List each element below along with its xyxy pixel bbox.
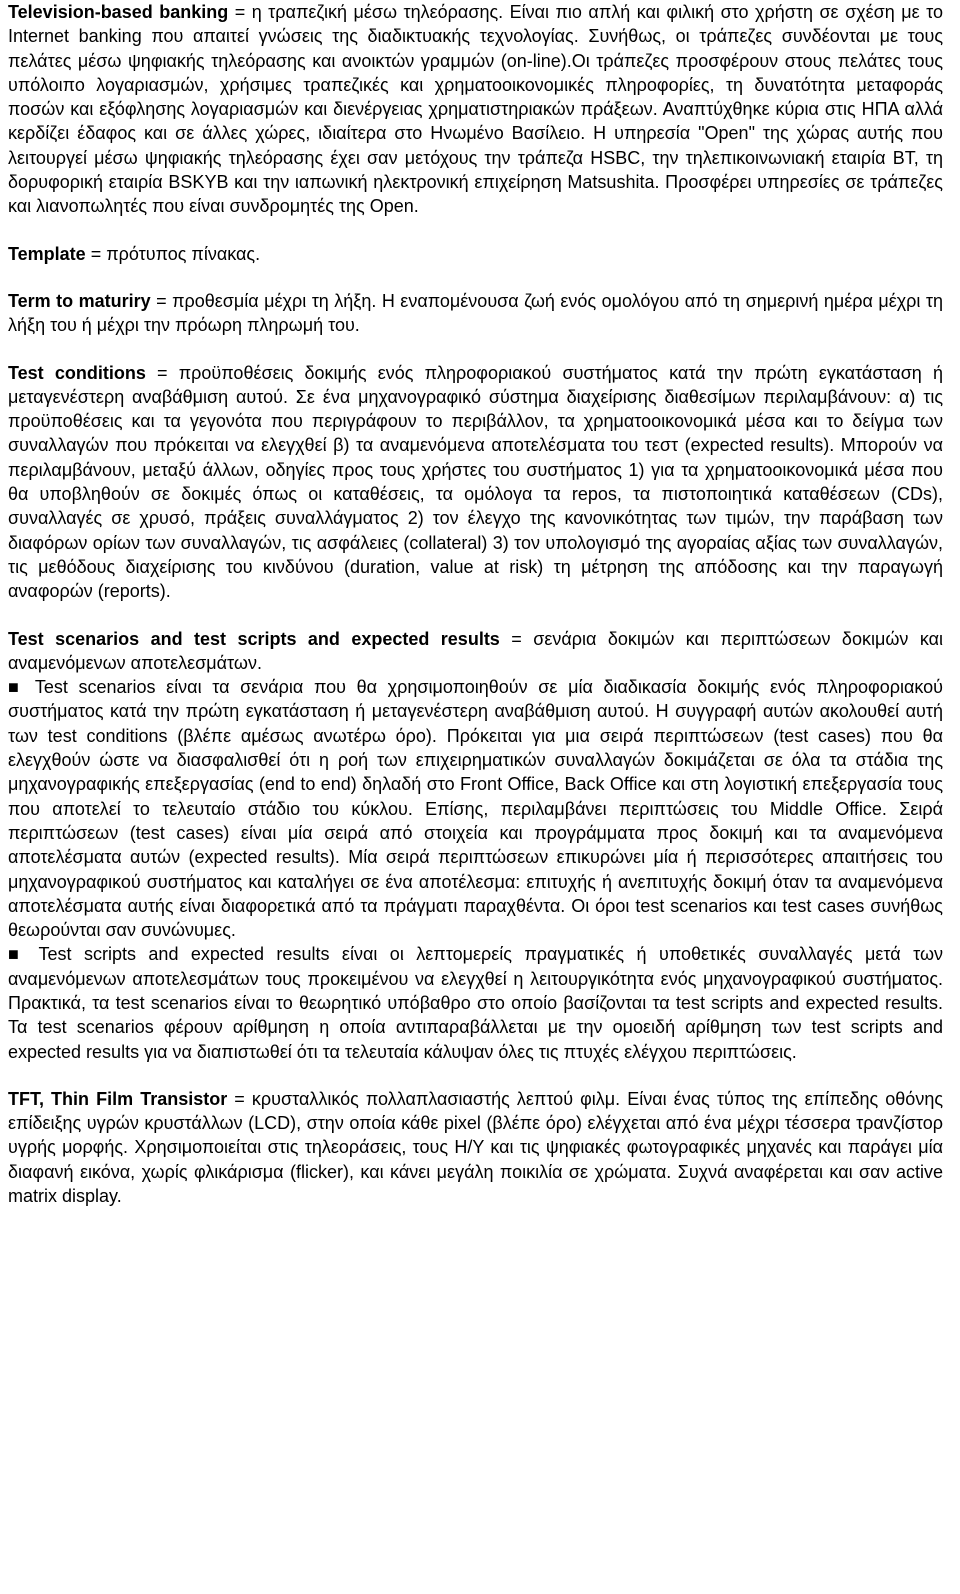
entry-separator: = (499, 628, 534, 649)
entry-term: Template (8, 243, 86, 264)
entry-definition: κρυσταλλικός πολλαπλασιαστής λεπτού φιλμ. Είναι ένας τύπος της επίπεδης οθόνης επίδειξης υγρών κρυστάλλων (LCD), στην οποία κάθε pixel (βλέπε όρο) ελέγχεται από ένα μέχρι τέσσερα τρανζίστορ υγρής μορφής. Χρησιμοποιείται στις τηλεοράσεις, τους Η/Υ και τις ψηφιακές φωτογραφικές μηχανές και παράγει μία διαφανή εικόνα, χωρίς φλικάρισμα (flicker), και κάνει μεγάλη ποικιλία σε χρώματα. Συχνά αναφέρεται και σαν active matrix display. (8, 1088, 943, 1207)
entry-paragraph (8, 1087, 943, 1208)
entry-definition: πρότυπος πίνακας. (106, 243, 261, 264)
entry-term: TFT, Thin Film Transistor (8, 1088, 228, 1109)
glossary-page (8, 0, 943, 1231)
entry-term: Test scenarios and test scripts and expected results (8, 628, 500, 649)
entry-definition: προθεσμία μέχρι τη λήξη. Η εναπομένουσα ζωή ενός ομολόγου από τη σημερινή ημέρα μέχρι τη λήξη του ή μέχρι την πρόωρη πληρωμή του. (8, 290, 944, 336)
entry-paragraph (8, 361, 943, 604)
glossary-entry-test-conditions (8, 361, 943, 604)
entry-definition: η τραπεζική μέσω τηλεόρασης. Είναι πιο απλή και φιλική στο χρήστη σε σχέση με το Internet banking που απαιτεί γνώσεις της διαδικτυακής τεχνολογίας. Συνήθως, οι τράπεζες συνδέονται με τους πελάτες μέσω ψηφιακής τηλεόρασης και ανοικτών γραμμών (on-line).Οι τράπεζες προσφέρουν στους πελάτες τους υπόλοιπο λογαριασμών, χρήσιμες τραπεζικές και χρηματοοικονομικές πληροφορίες, τη δυνατότητα μεταφοράς ποσών και εξόφλησης λογαριασμών και διενέργειας χρηματιστηριακών πράξεων. Αναπτύχθηκε κύρια στις ΗΠΑ αλλά κερδίζει έδαφος και σε άλλες χώρες, ιδιαίτερα στο Ηνωμένο Βασίλειο. Η υπηρεσία "Open" της χώρας αυτής που λειτουργεί μέσω ψηφιακής τηλεόρασης έχει σαν μετόχους την τράπεζα HSBC, την τηλεπικοινωνιακή εταιρία BT, τη δορυφορική εταιρία BSKYB και την ιαπωνική ηλεκτρονική επιχείρηση Matsushita. Προσφέρει υπηρεσίες σε τράπεζες και λιανοπωλητές που είναι συνδρομητές της Open. (8, 2, 943, 217)
entry-definition: προϋποθέσεις δοκιμής ενός πληροφοριακού συστήματος κατά την πρώτη εγκατάσταση ή μεταγενέστερη αναβάθμιση αυτού. Σε ένα μηχανογραφικό σύστημα διαχείρισης διαθεσίμων περιλαμβάνουν: α) τις προϋποθέσεις και τα γεγονότα που περιγράφουν το περιβάλλον, τα χρηματοοικονομικά μέσα και το δείγμα των συναλλαγών που πρόκειται να ελεγχθεί β) τα αναμενόμενα αποτελέσματα του τεστ (expected results). Μπορούν να περιλαμβάνουν, μεταξύ άλλων, οδηγίες προς τους χρήστες του συστήματος 1) για τα χρηματοοικονομικά μέσα που θα υποβληθούν σε δοκιμές όπως οι καταθέσεις, τα ομόλογα τα repos, τα πιστοποιητικά καταθέσεων (CDs), συναλλαγές σε χρυσό, πράξεις συναλλάγματος 2) τον έλεγχο της κανονικότητας των τιμών, την παράβαση των διαφόρων ορίων των συναλλαγών, τις ασφάλειες (collateral) 3) τον υπολογισμό της αγοραίας αξίας των συναλλαγών, τις μεθόδους διαχείρισης του κινδύνου (duration, value at risk) τη μέτρηση της απόδοσης και την παραγωγή αναφορών (reports). (8, 362, 944, 602)
entry-term: Term to maturiry (8, 290, 151, 311)
entry-paragraph-test-scripts-bullet: ■ Test scripts and expected results είναι οι λεπτομερείς πραγματικές ή υποθετικές συναλλαγές μετά των αναμενόμενων αποτελεσμάτων τους προκειμένου να ελεγχθεί η λειτουργικότητα ενός μηχανογραφικού συστήματος. Πρακτικά, τα test scenarios είναι το θεωρητικό υπόβαθρο στο οποίο βασίζονται τα test scripts and expected results. Τα test scenarios φέρουν αρίθμηση η οποία αντιπαραβάλλεται με την ομοειδή αρίθμηση των test scripts and expected results για να διαπιστωθεί ότι τα τελευταία κάλυψαν όλες τις πτυχές ελέγχου περιπτώσεις. (8, 944, 943, 1062)
glossary-entry-tft (8, 1087, 943, 1208)
entry-separator: = (227, 1088, 252, 1109)
entry-paragraph (8, 627, 943, 676)
entry-separator: = (150, 290, 173, 311)
entry-paragraph (8, 242, 943, 266)
entry-separator: = (145, 362, 179, 383)
glossary-entry-term-to-maturity (8, 289, 943, 338)
glossary-entry-template (8, 242, 943, 266)
glossary-entry-television-banking (8, 0, 943, 219)
entry-paragraph (8, 289, 943, 338)
entry-term: Test conditions (8, 362, 146, 383)
entry-separator: = (85, 243, 107, 264)
entry-paragraph (8, 0, 943, 219)
entry-paragraph-test-scenarios-bullet: ■ Test scenarios είναι τα σενάρια που θα χρησιμοποιηθούν σε μία διαδικασία δοκιμής ενός πληροφοριακού συστήματος κατά την πρώτη εγκατάσταση ή μεταγενέστερη αναβάθμιση αυτού. Η συγγραφή αυτών ακολουθεί αυτή των test conditions (βλέπε αμέσως ανωτέρω όρο). Πρόκειται για μια σειρά περιπτώσεων (test cases) που θα ελεγχθούν ώστε να διασφαλισθεί ότι η ροή των επιχειρηματικών συναλλαγών δοκιμάζεται σε όλα τα στάδια της μηχανογραφικής επεξεργασίας (end to end) δηλαδή στο Front Office, Back Office και στη λογιστική επεξεργασία τους που αποτελεί το τελευταίο στάδιο του κύκλου. Επίσης, περιλαμβάνει περιπτώσεις του Middle Office. Σειρά περιπτώσεων (test cases) είναι μία σειρά από στοιχεία και προγράμματα προς δοκιμή και τα αναμενόμενα αποτελέσματα αυτών (expected results). Μία σειρά περιπτώσεων επικυρώνει μία ή περισσότερες απαιτήσεις του μηχανογραφικού συστήματος και καταλήγει σε ένα αποτέλεσμα: επιτυχής ή ανεπιτυχής δοκιμή όταν τα αναμενόμενα αποτελέσματα αυτής είναι διαφορετικά από τα πράγματι παραχθέντα. Οι όροι test scenarios και test cases συνήθως θεωρούνται σαν συνώνυμες. (8, 677, 943, 941)
entry-definition: σενάρια δοκιμών και περιπτώσεων δοκιμών και αναμενόμενων αποτελεσμάτων. (8, 628, 944, 673)
entry-separator: = (228, 2, 252, 22)
glossary-entry-test-scenarios (8, 627, 943, 1064)
entry-term: Television-based banking (8, 2, 229, 22)
